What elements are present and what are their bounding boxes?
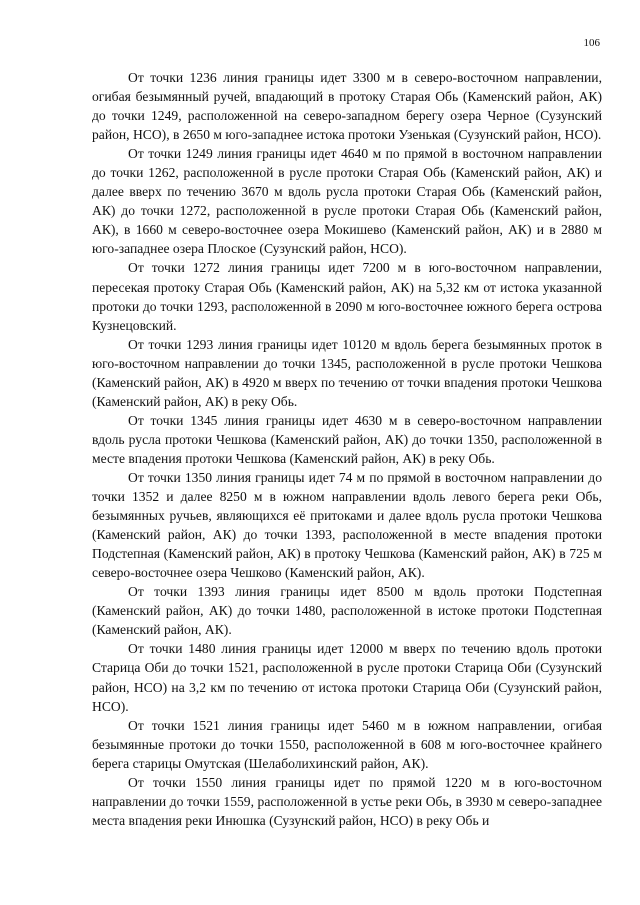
paragraph: От точки 1550 линия границы идет по прямой 1220 м в юго-восточном направлении до точки 1559, расположенной в устье реки Обь, в 3930 м северо-западнее места впадения реки Инюшка (Сузунский район, НСО) в реку Обь и xyxy=(92,774,602,828)
paragraph: От точки 1480 линия границы идет 12000 м вверх по течению вдоль протоки Старица Оби до точки 1521, расположенной в русле протоки Старица Оби (Сузунский район, НСО) на 3,2 км по течению от истока протоки Старица Оби (Сузунский район, НСО). xyxy=(92,641,602,714)
page-number: 106 xyxy=(583,37,600,49)
paragraph: От точки 1236 линия границы идет 3300 м в северо-восточном направлении, огибая безымянный ручей, впадающий в протоку Старая Обь (Каменский район, АК) до точки 1249, расположенной на северо-западном берегу озера Черное (Сузунский район, НСО), в 2650 м юго-западнее истока протоки Узенькая (Сузунский район, НСО). xyxy=(92,70,602,143)
paragraph: От точки 1293 линия границы идет 10120 м вдоль берега безымянных проток в юго-восточном направлении до точки 1345, расположенной в русле протоки Чешкова (Каменский район, АК) в 4920 м вверх по течению от точки впадения протоки Чешкова (Каменский район, АК) в реку Обь. xyxy=(92,336,602,409)
paragraph: От точки 1345 линия границы идет 4630 м в северо-восточном направлении вдоль русла протоки Чешкова (Каменский район, АК) до точки 1350, расположенной в месте впадения протоки Чешкова (Каменский район, АК) в реку Обь. xyxy=(92,412,602,466)
document-body xyxy=(92,68,602,830)
paragraph: От точки 1249 линия границы идет 4640 м по прямой в восточном направлении до точки 1262, расположенной в русле протоки Старая Обь (Каменский район, АК) и далее вверх по течению 3670 м вдоль русла протоки Старая Обь (Каменский район, АК) до точки 1272, расположенной в русле протоки Старая Обь (Каменский район, АК), в 1660 м северо-восточнее озера Мокишево (Каменский район, АК) и в 2880 м юго-западнее озера Плоское (Сузунский район, НСО). xyxy=(92,146,602,257)
paragraph: От точки 1350 линия границы идет 74 м по прямой в восточном направлении до точки 1352 и далее 8250 м в южном направлении вдоль левого берега реки Обь, безымянных ручьев, являющихся её притоками и далее вдоль русла протоки Чешкова (Каменский район, АК) до точки 1393, расположенной в месте впадения протоки Подстепная (Каменский район, АК) в протоку Чешкова (Каменский район, АК) в 725 м северо-восточнее озера Чешково (Каменский район, АК). xyxy=(92,469,602,581)
paragraph: От точки 1521 линия границы идет 5460 м в южном направлении, огибая безымянные протоки до точки 1550, расположенной в 608 м юго-восточнее крайнего берега старицы Омутская (Шелаболихинский район, АК). xyxy=(92,717,602,771)
paragraph: От точки 1393 линия границы идет 8500 м вдоль протоки Подстепная (Каменский район, АК) до точки 1480, расположенной в истоке протоки Подстепная (Каменский район, АК). xyxy=(92,584,602,638)
paragraph: От точки 1272 линия границы идет 7200 м в юго-восточном направлении, пересекая протоку Старая Обь (Каменский район, АК) на 5,32 км от истока указанной протоки до точки 1293, расположенной в 2090 м юго-восточнее южного берега острова Кузнецовский. xyxy=(92,260,602,333)
